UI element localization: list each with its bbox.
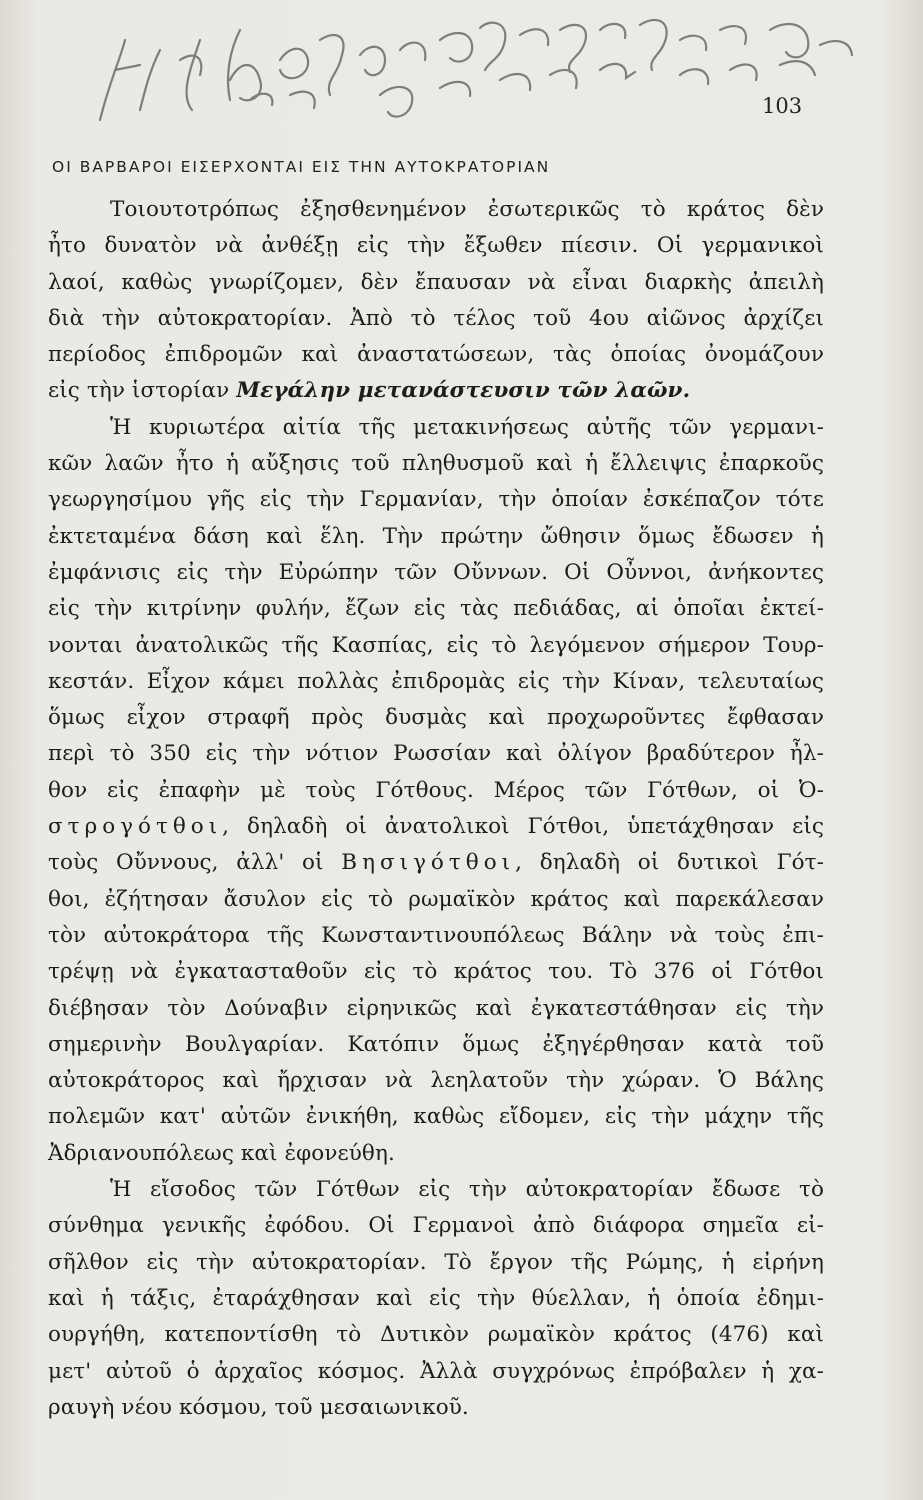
spaced-term: στρογότθοι — [48, 814, 223, 840]
text-line: διέβησαν τὸν Δούναβιν εἰρηνικῶς καὶ ἐγκατεστάθησαν εἰς τὴν — [48, 995, 824, 1021]
emphasized-term: Μεγάλην μετανάστευσιν τῶν λαῶν. — [236, 378, 691, 404]
text-line: πολεμῶν κατ' αὐτῶν ἐνικήθη, καθὼς εἴδομεν, εἰς τὴν μάχην τῆς — [48, 1104, 824, 1130]
text-segment: τοὺς Οὔννους, ἀλλ' οἱ — [48, 850, 324, 876]
handwritten-annotation — [80, 0, 880, 140]
text-line: περὶ τὸ 350 εἰς τὴν νότιον Ρωσσίαν καὶ ὀλίγον βραδύτερον ἦλ- — [48, 741, 824, 767]
text-line: ἐμφάνισις εἰς τὴν Εὐρώπην τῶν Οὔννων. Οἱ Οὖννοι, ἀνήκοντες — [48, 559, 824, 585]
text-line: ουργήθη, κατεποντίσθη τὸ Δυτικὸν ρωμαϊκὸν κράτος (476) καὶ — [48, 1322, 824, 1348]
text-line: κεστάν. Εἶχον κάμει πολλὰς ἐπιδρομὰς εἰς τὴν Κίναν, τελευταίως — [48, 668, 824, 694]
spaced-term: Βησιγότθοι — [341, 850, 516, 876]
text-line: γεωργησίμου γῆς εἰς τὴν Γερμανίαν, τὴν ὁποίαν ἐσκέπαζον τότε — [48, 487, 824, 513]
running-head: ΟΙ ΒΑΡΒΑΡΟΙ ΕΙΣΕΡΧΟΝΤΑΙ ΕΙΣ ΤΗΝ ΑΥΤΟΚΡΑΤΟΡΙΑΝ — [52, 158, 551, 176]
text-line: Ἡ κυριωτέρα αἰτία τῆς μετακινήσεως αὐτῆς τῶν γερμανι- — [110, 414, 824, 440]
text-segment: εἰς τὴν ἱστορίαν — [48, 378, 230, 404]
text-line — [48, 373, 824, 409]
text-line: περίοδος ἐπιδρομῶν καὶ ἀναστατώσεων, τὰς ὁποίας ὀνομάζουν — [48, 342, 824, 368]
text-line: καὶ ἡ τάξις, ἐταράχθησαν καὶ εἰς τὴν θύελλαν, ἡ ὁποία ἐδημι- — [48, 1285, 824, 1311]
text-line: ραυγὴ νέου κόσμου, τοῦ μεσαιωνικοῦ. — [48, 1394, 469, 1420]
text-line: ὅμως εἶχον στραφῆ πρὸς δυσμὰς καὶ προχωροῦντες ἔφθασαν — [48, 705, 824, 731]
text-line: νονται ἀνατολικῶς τῆς Κασπίας, εἰς τὸ λεγόμενον σήμερον Τουρ- — [48, 632, 824, 658]
text-line: διὰ τὴν αὐτοκρατορίαν. Ἀπὸ τὸ τέλος τοῦ 4ου αἰῶνος ἀρχίζει — [48, 305, 824, 331]
text-line: Τοιουτοτρόπως ἐξησθενημένον ἐσωτερικῶς τὸ κράτος δὲν — [110, 197, 824, 222]
text-line: σημερινὴν Βουλγαρίαν. Κατόπιν ὅμως ἐξηγέρθησαν κατὰ τοῦ — [48, 1031, 824, 1057]
text-line: κῶν λαῶν ἦτο ἡ αὔξησις τοῦ πληθυσμοῦ καὶ ἡ ἔλλειψις ἐπαρκοῦς — [48, 451, 824, 477]
text-line: Ἡ εἴσοδος τῶν Γότθων εἰς τὴν αὐτοκρατορίαν ἔδωσε τὸ — [110, 1177, 824, 1203]
text-line: αὐτοκράτορος καὶ ἤρχισαν νὰ λεηλατοῦν τὴν χώραν. Ὁ Βάλης — [48, 1068, 824, 1094]
text-line: σῆλθον εἰς τὴν αὐτοκρατορίαν. Τὸ ἔργον τῆς Ρώμης, ἡ εἰρήνη — [48, 1249, 824, 1275]
text-line: λαοί, καθὼς γνωρίζομεν, δὲν ἔπαυσαν νὰ εἶναι διαρκὴς ἀπειλὴ — [48, 269, 824, 295]
text-line: μετ' αὐτοῦ ὁ ἀρχαῖος κόσμος. Ἀλλὰ συγχρόνως ἐπρόβαλεν ἡ χα- — [48, 1358, 824, 1384]
text-line: θοι, ἐζήτησαν ἄσυλον εἰς τὸ ρωμαϊκὸν κράτος καὶ παρεκάλεσαν — [48, 886, 824, 912]
text-line — [48, 845, 824, 881]
text-line — [48, 809, 824, 845]
text-line: Ἀδριανουπόλεως καὶ ἐφονεύθη. — [48, 1140, 395, 1166]
page-number: 103 — [762, 94, 803, 118]
text-line: τρέψῃ νὰ ἐγκατασταθοῦν εἰς τὸ κράτος του. Τὸ 376 οἱ Γότθοι — [48, 959, 824, 985]
text-segment: , δηλαδὴ οἱ ἀνατολικοὶ Γότθοι, ὑπετάχθησαν εἰς — [222, 814, 824, 840]
body-text — [48, 192, 824, 1426]
text-segment: , δηλαδὴ οἱ δυτικοὶ Γότ- — [515, 850, 824, 876]
text-line: ἦτο δυνατὸν νὰ ἀνθέξῃ εἰς τὴν ἔξωθεν πίεσιν. Οἱ γερμανικοὶ — [48, 233, 824, 259]
text-line: θον εἰς ἐπαφὴν μὲ τοὺς Γότθους. Μέρος τῶν Γότθων, οἱ Ὀ- — [48, 777, 824, 803]
text-line: σύνθημα γενικῆς ἐφόδου. Οἱ Γερμανοὶ ἀπὸ διάφορα σημεῖα εἰ- — [48, 1213, 824, 1239]
text-line: εἰς τὴν κιτρίνην φυλήν, ἔζων εἰς τὰς πεδιάδας, αἱ ὁποῖαι ἐκτεί- — [48, 596, 824, 622]
text-line: ἐκτεταμένα δάση καὶ ἕλη. Τὴν πρώτην ὤθησιν ὅμως ἔδωσεν ἡ — [48, 523, 824, 549]
text-line: τὸν αὐτοκράτορα τῆς Κωνσταντινουπόλεως Βάλην νὰ τοὺς ἐπι- — [48, 922, 824, 948]
